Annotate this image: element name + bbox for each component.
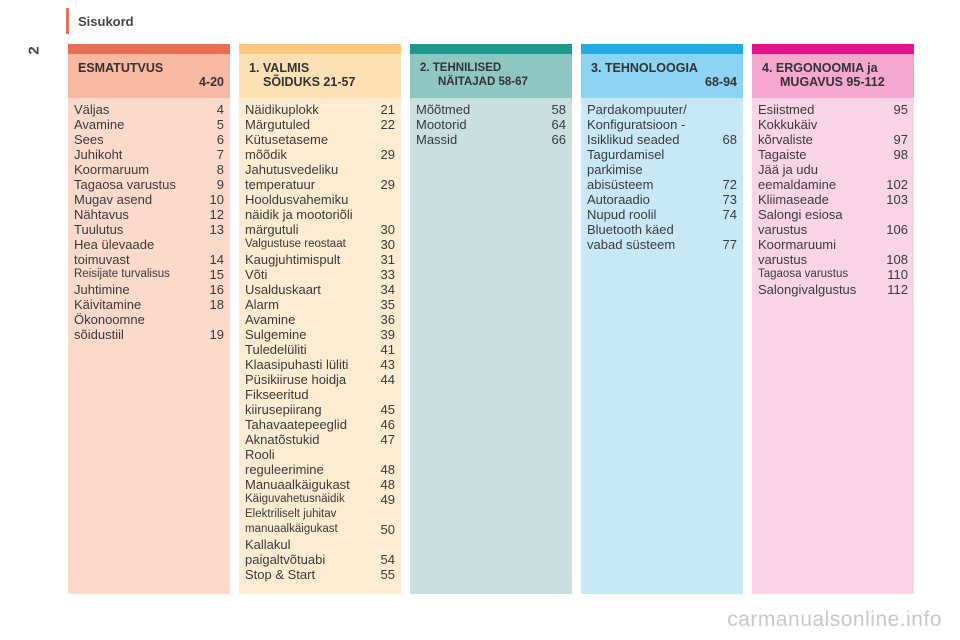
toc-entry-title: Võti xyxy=(245,267,268,282)
toc-entry-page: 48 xyxy=(380,477,395,492)
toc-entry-title: Elektriliselt juhitav manuaalkäigukast xyxy=(245,508,338,535)
toc-entry-title: Mõõtmed xyxy=(416,102,471,117)
toc-entry[interactable] xyxy=(74,117,224,132)
toc-entry-page: 97 xyxy=(893,132,908,147)
toc-entry-page: 34 xyxy=(380,282,395,297)
toc-entry[interactable] xyxy=(587,147,737,192)
toc-entry-title: Koormaruum xyxy=(74,162,150,177)
toc-entry-title: Tagaiste xyxy=(758,147,807,162)
toc-entry-page: 47 xyxy=(380,432,395,447)
toc-entry-title: Fikseeritud kiirusepiirang xyxy=(245,387,322,417)
toc-entry[interactable] xyxy=(74,177,224,192)
toc-entry-page: 39 xyxy=(380,327,395,342)
toc-entry-page: 9 xyxy=(216,177,224,192)
toc-column-tehnoloogia xyxy=(581,44,743,594)
toc-entry-page: 22 xyxy=(380,117,395,132)
toc-entry-page: 33 xyxy=(380,267,395,282)
toc-entry[interactable] xyxy=(245,492,395,507)
toc-entry[interactable] xyxy=(245,567,395,582)
toc-entry-title: Juhtimine xyxy=(74,282,130,297)
toc-entry-title: Näidikuplokk xyxy=(245,102,319,117)
toc-entry-page: 8 xyxy=(216,162,224,177)
toc-entry-page: 44 xyxy=(380,372,395,387)
toc-entry-title: Tagurdamisel parkimise abisüsteem xyxy=(587,147,665,192)
toc-entry-title: Pardakompuuter/ Konfiguratsioon - Isiklikud seaded xyxy=(587,102,687,147)
toc-entry-page: 21 xyxy=(380,102,395,117)
toc-entry[interactable] xyxy=(587,207,737,222)
toc-entry[interactable] xyxy=(245,252,395,267)
column-title: 4. ERGONOOMIA ja xyxy=(762,61,878,75)
toc-entry[interactable] xyxy=(758,162,908,192)
toc-entry[interactable] xyxy=(245,282,395,297)
toc-entry-page: 72 xyxy=(722,177,737,192)
column-entries xyxy=(410,98,572,594)
toc-entry-title: Kallakul paigaltvõtuabi xyxy=(245,537,326,567)
toc-entry-page: 29 xyxy=(380,177,395,192)
toc-entry-page: 7 xyxy=(216,147,224,162)
column-color-bar xyxy=(239,44,401,54)
watermark: carmanualsonline.info xyxy=(727,608,942,631)
toc-entry-title: Avamine xyxy=(245,312,296,327)
toc-entry-page: 18 xyxy=(209,297,224,312)
toc-entry-title: Tuledelüliti xyxy=(245,342,307,357)
column-page-range: 68-94 xyxy=(705,75,737,89)
toc-entry[interactable] xyxy=(416,117,566,132)
toc-entry[interactable] xyxy=(74,282,224,297)
toc-entry[interactable] xyxy=(758,102,908,117)
toc-entry-title: Käivitamine xyxy=(74,297,142,312)
toc-entry-title: Nupud roolil xyxy=(587,207,657,222)
toc-entry-page: 49 xyxy=(380,492,395,507)
toc-entry-title: Sees xyxy=(74,132,104,147)
toc-entry-page: 10 xyxy=(209,192,224,207)
toc-entry-page: 15 xyxy=(209,267,224,282)
toc-entry[interactable] xyxy=(245,537,395,567)
toc-entry-title: Salongivalgustus xyxy=(758,282,857,297)
column-page-range: NÄITAJAD 58-67 xyxy=(438,76,528,88)
toc-entry[interactable] xyxy=(758,282,908,297)
toc-entry-title: Hooldusvahemiku näidik ja mootoriõli märgutuli xyxy=(245,192,353,237)
toc-entry[interactable] xyxy=(245,507,395,537)
toc-entry[interactable] xyxy=(245,237,395,252)
column-header xyxy=(581,54,743,98)
toc-entry-page: 73 xyxy=(722,192,737,207)
column-header xyxy=(68,54,230,98)
toc-entry[interactable] xyxy=(587,102,737,147)
toc-entry-page: 19 xyxy=(209,327,224,342)
toc-entry-page: 29 xyxy=(380,147,395,162)
column-color-bar xyxy=(410,44,572,54)
toc-entry-page: 102 xyxy=(886,177,908,192)
toc-entry-page: 112 xyxy=(887,282,908,297)
toc-entry-title: Avamine xyxy=(74,117,125,132)
toc-entry-page: 30 xyxy=(380,222,395,237)
toc-entry-title: Käiguvahetusnäidik xyxy=(245,493,345,505)
toc-entry-page: 50 xyxy=(380,522,395,537)
toc-entry[interactable] xyxy=(74,297,224,312)
toc-entry-title: Aknatõstukid xyxy=(245,432,320,447)
toc-entry-title: Massid xyxy=(416,132,458,147)
toc-column-valmis-soiduks xyxy=(239,44,401,594)
column-title: 1. VALMIS xyxy=(249,61,310,75)
toc-entry[interactable] xyxy=(245,297,395,312)
toc-entry[interactable] xyxy=(74,132,224,147)
toc-entry-title: Alarm xyxy=(245,297,279,312)
toc-entry-page: 45 xyxy=(380,402,395,417)
toc-entry-title: Kaugjuhtimispult xyxy=(245,252,341,267)
toc-entry-page: 74 xyxy=(722,207,737,222)
header-title: Sisukord xyxy=(78,14,134,29)
toc-entry-title: Usalduskaart xyxy=(245,282,321,297)
toc-entry-page: 6 xyxy=(216,132,224,147)
toc-entry[interactable] xyxy=(245,342,395,357)
toc-entry-title: Hea ülevaade toimuvast xyxy=(74,237,155,267)
toc-entry-title: Nähtavus xyxy=(74,207,129,222)
column-title: 3. TEHNOLOOGIA xyxy=(591,61,698,75)
toc-entry[interactable] xyxy=(245,372,395,387)
column-entries xyxy=(752,98,914,594)
toc-entry-title: Reisijate turvalisus xyxy=(74,268,170,280)
toc-entry-page: 66 xyxy=(551,132,566,147)
toc-entry-page: 12 xyxy=(209,207,224,222)
toc-entry[interactable] xyxy=(416,102,566,117)
toc-entry-title: Sulgemine xyxy=(245,327,307,342)
toc-entry-page: 64 xyxy=(551,117,566,132)
toc-entry-title: Jää ja udu eemaldamine xyxy=(758,162,837,192)
toc-entry[interactable] xyxy=(245,132,395,162)
toc-entry[interactable] xyxy=(245,387,395,417)
toc-entry-page: 58 xyxy=(551,102,566,117)
column-page-range: MUGAVUS 95-112 xyxy=(780,75,885,89)
column-color-bar xyxy=(752,44,914,54)
toc-entry[interactable] xyxy=(758,192,908,207)
toc-column-esmatutvus xyxy=(68,44,230,594)
column-page-range: 4-20 xyxy=(198,75,224,89)
toc-entry-title: Bluetooth käed vabad süsteem xyxy=(587,222,676,252)
toc-entry-title: Tagaosa varustus xyxy=(758,268,849,280)
toc-entry[interactable] xyxy=(74,222,224,237)
column-color-bar xyxy=(68,44,230,54)
toc-entry-page: 48 xyxy=(380,462,395,477)
toc-entry[interactable] xyxy=(245,117,395,132)
toc-entry[interactable] xyxy=(758,237,908,267)
toc-entry[interactable] xyxy=(245,417,395,432)
toc-entry-page: 98 xyxy=(893,147,908,162)
toc-entry-page: 77 xyxy=(722,237,737,252)
toc-entry-page: 30 xyxy=(380,237,395,252)
toc-entry-page: 5 xyxy=(216,117,224,132)
toc-entry-title: Tuulutus xyxy=(74,222,124,237)
toc-entry[interactable] xyxy=(758,117,908,147)
toc-entry-page: 16 xyxy=(209,282,224,297)
page-number: 2 xyxy=(25,46,43,55)
toc-entry-title: Klaasipuhasti lüliti xyxy=(245,357,349,372)
toc-entry[interactable] xyxy=(245,357,395,372)
toc-entry-title: Püsikiiruse hoidja xyxy=(245,372,347,387)
toc-entry[interactable] xyxy=(758,147,908,162)
toc-entry[interactable] xyxy=(74,267,224,282)
toc-entry-title: Autoraadio xyxy=(587,192,650,207)
toc-entry[interactable] xyxy=(245,327,395,342)
toc-entry[interactable] xyxy=(416,132,566,147)
column-color-bar xyxy=(581,44,743,54)
toc-entry-page: 43 xyxy=(380,357,395,372)
toc-entry-title: Esiistmed xyxy=(758,102,815,117)
toc-entry-title: Ökonoomne sõidustiil xyxy=(74,312,145,342)
toc-entry-title: Manuaalkäigukast xyxy=(245,477,350,492)
column-entries xyxy=(68,98,230,594)
toc-entry-page: 31 xyxy=(380,252,395,267)
column-header xyxy=(239,54,401,98)
toc-entry-page: 55 xyxy=(380,567,395,582)
toc-entry[interactable] xyxy=(245,432,395,447)
column-title: 2. TEHNILISED xyxy=(420,62,502,74)
column-page-range: SÕIDUKS 21-57 xyxy=(263,75,356,89)
toc-entry-title: Jahutusvedeliku temperatuur xyxy=(245,162,339,192)
column-header xyxy=(410,54,572,98)
toc-entry-title: Tahavaatepeeglid xyxy=(245,417,347,432)
toc-entry[interactable] xyxy=(245,447,395,477)
toc-entry[interactable] xyxy=(245,267,395,282)
toc-entry[interactable] xyxy=(74,207,224,222)
toc-entry-title: Rooli reguleerimine xyxy=(245,447,324,477)
toc-entry-title: Kokkukäiv kõrvaliste xyxy=(758,117,818,147)
toc-entry[interactable] xyxy=(758,267,908,282)
toc-entry-title: Valgustuse reostaat xyxy=(245,238,346,250)
toc-entry-title: Kliimaseade xyxy=(758,192,829,207)
toc-entry-page: 103 xyxy=(886,192,908,207)
toc-entry-title: Väljas xyxy=(74,102,110,117)
toc-entry-page: 108 xyxy=(886,252,908,267)
toc-entry-page: 41 xyxy=(380,342,395,357)
toc-entry[interactable] xyxy=(74,237,224,267)
column-entries xyxy=(239,98,401,594)
header-accent-bar xyxy=(66,8,69,34)
toc-entry-title: Kütusetaseme mõõdik xyxy=(245,132,329,162)
toc-entry-page: 110 xyxy=(887,267,908,282)
toc-entry[interactable] xyxy=(74,312,224,342)
toc-entry[interactable] xyxy=(245,477,395,492)
toc-entry[interactable] xyxy=(245,162,395,192)
toc-entry-page: 95 xyxy=(893,102,908,117)
toc-entry-title: Mootorid xyxy=(416,117,467,132)
toc-entry[interactable] xyxy=(74,192,224,207)
toc-column-tehnilised-naitajad xyxy=(410,44,572,594)
toc-entry-title: Mugav asend xyxy=(74,192,153,207)
toc-entry-title: Stop & Start xyxy=(245,567,316,582)
toc-entry[interactable] xyxy=(74,147,224,162)
toc-entry-title: Salongi esiosa varustus xyxy=(758,207,843,237)
toc-entry-title: Tagaosa varustus xyxy=(74,177,176,192)
toc-entry-page: 46 xyxy=(380,417,395,432)
toc-entry-title: Juhikoht xyxy=(74,147,123,162)
toc-entry-page: 106 xyxy=(886,222,908,237)
toc-entry-page: 36 xyxy=(380,312,395,327)
toc-entry[interactable] xyxy=(758,207,908,237)
toc-entry-title: Märgutuled xyxy=(245,117,311,132)
toc-entry[interactable] xyxy=(245,192,395,237)
toc-entry[interactable] xyxy=(74,102,224,117)
toc-entry-page: 68 xyxy=(722,132,737,147)
column-entries xyxy=(581,98,743,594)
toc-entry-page: 54 xyxy=(380,552,395,567)
toc-entry[interactable] xyxy=(74,162,224,177)
toc-entry[interactable] xyxy=(245,312,395,327)
toc-entry-page: 4 xyxy=(216,102,224,117)
toc-entry[interactable] xyxy=(245,102,395,117)
toc-entry-page: 14 xyxy=(209,252,224,267)
toc-entry[interactable] xyxy=(587,222,737,252)
toc-entry-title: Koormaruumi varustus xyxy=(758,237,837,267)
toc-entry[interactable] xyxy=(587,192,737,207)
toc-entry-page: 35 xyxy=(380,297,395,312)
toc-column-ergonoomia xyxy=(752,44,914,594)
column-title: ESMATUTVUS xyxy=(78,61,164,75)
column-header xyxy=(752,54,914,98)
toc-entry-page: 13 xyxy=(209,222,224,237)
